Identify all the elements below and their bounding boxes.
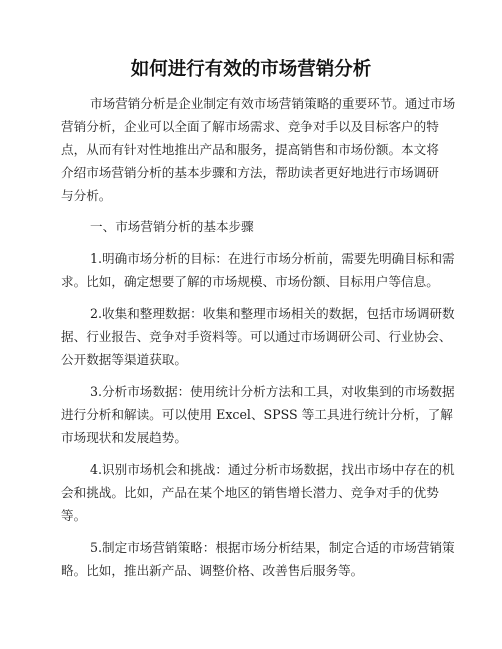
step-3-line-3: 市场现状和发展趋势。 xyxy=(61,430,187,445)
step-2-line-1: 2.收集和整理数据：收集和整理市场相关的数据，包括市场调研数 xyxy=(90,306,455,321)
step-2-line-2: 据、行业报告、竞争对手资料等。可以通过市场调研公司、行业协会、 xyxy=(61,329,452,344)
step-5-line-2: 略。比如，推出新产品、调整价格、改善售后服务等。 xyxy=(61,563,364,578)
section-heading: 一、市场营销分析的基本步骤 xyxy=(90,219,254,234)
step-3-line-2: 进行分析和解读。可以使用 Excel、SPSS 等工具进行统计分析，了解 xyxy=(61,407,453,422)
step-4-line-2: 会和挑战。比如，产品在某个地区的销售增长潜力、竞争对手的优势 xyxy=(61,485,439,500)
intro-line-4: 介绍市场营销分析的基本步骤和方法，帮助读者更好地进行市场调研 xyxy=(61,165,439,180)
intro-line-5: 与分析。 xyxy=(61,188,112,203)
step-1-line-1: 1.明确市场分析的目标：在进行市场分析前，需要先明确目标和需 xyxy=(90,251,455,266)
step-2-line-3: 公开数据等渠道获取。 xyxy=(61,352,187,367)
intro-line-3: 点，从而有针对性地推出产品和服务，提高销售和市场份额。本文将 xyxy=(61,142,439,157)
intro-line-1: 市场营销分析是企业制定有效市场营销策略的重要环节。通过市场 xyxy=(90,96,456,111)
step-5-line-1: 5.制定市场营销策略：根据市场分析结果，制定合适的市场营销策 xyxy=(90,540,455,555)
step-4-line-3: 等。 xyxy=(61,508,87,523)
intro-line-2: 营销分析，企业可以全面了解市场需求、竞争对手以及目标客户的特 xyxy=(61,119,439,134)
step-3-line-1: 3.分析市场数据：使用统计分析方法和工具，对收集到的市场数据 xyxy=(90,384,455,399)
document-title: 如何进行有效的市场营销分析 xyxy=(130,59,372,80)
step-1-line-2: 求。比如，确定想要了解的市场规模、市场份额、目标用户等信息。 xyxy=(61,274,439,289)
step-4-line-1: 4.识别市场机会和挑战：通过分析市场数据，找出市场中存在的机 xyxy=(90,462,455,477)
